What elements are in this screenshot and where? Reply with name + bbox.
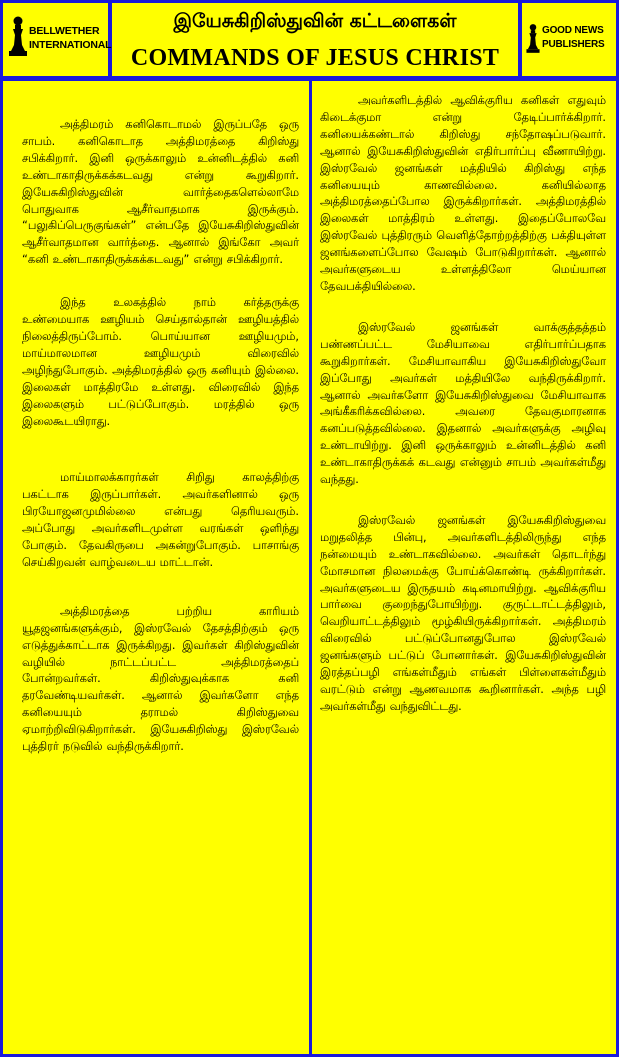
page-title-english: COMMANDS OF JESUS CHRIST: [130, 45, 500, 71]
right-column: [312, 81, 616, 1054]
paragraph: அத்திமரம் கனிகொடாமல் இருப்பதே ஒரு சாபம். கனிகொடாத அத்திமரத்தை கிறிஸ்து சபிக்கிறார். இனி ஒருக்காலும் உன்னிடத்தில் கனி உண்டாகாதிருக்கக்கடவது என்று கூறுகிறார். இயேசுகிறிஸ்துவின் வார்த்தைகளெல்லாமே பொதுவாக ஆசீர்வாதமாக இருக்கும். “பலுகிப்பெருகுங்கள்” என்பதே இயேசுகிறிஸ்துவின் ஆசீர்வாதமான வார்த்தை. ஆனால் இங்கோ அவர் “கனி உண்டாகாதிருக்கக்கடவது” என்று சபிக்கிறார்.: [22, 118, 299, 267]
bellwether-logo: [3, 3, 112, 76]
paragraph: இந்த உலகத்தில் நாம் கர்த்தருக்கு உண்மையாக ஊழியம் செய்தால்தான் ஊழியத்தில் நிலைத்திருப்போம். பொய்யான ஊழியமும், மாய்மாலமான ஊழியமும் விரைவில் அழிந்துபோகும். அத்திமரத்தில் ஒரு கனியும் இல்லை. இலைகள் மாத்திரமே உள்ளது. விரைவில் இந்த இலைகளும் பட்டுப்போகும். மரத்தில் ஒரு இலைகூடயிராது.: [22, 296, 299, 428]
page-title-tamil: இயேசுகிறிஸ்துவின் கட்டளைகள்: [173, 10, 457, 32]
paragraph: இஸ்ரவேல் ஜனங்கள் வாக்குத்தத்தம் பண்ணப்பட்ட மேசியாவை எதிர்பார்ப்பதாக கூறுகிறார்கள். மேசியாவாகிய இயேசுகிறிஸ்துவோ இப்போது அவர்கள் மத்தியிலே வந்திருக்கிறார். ஆனால் அவர்களோ இயேசுகிறிஸ்துவை மேசியாவாக அங்கீகரிக்கவில்லை. அவரை தேவகுமாரனாக கனப்படுத்தவில்லை. இதனால் அவர்களுக்கு அழிவு உண்டாயிற்று. இனி ஒருக்காலும் உன்னிடத்தில் கனி உண்டாகாதிருக்கக் கடவது என்னும் சாபம் அவர்கள்மீது வந்தது.: [320, 320, 606, 487]
chess-pawn-icon: [525, 17, 541, 61]
good-news-logo-text: GOOD NEWS PUBLISHERS: [542, 25, 605, 50]
left-column: [3, 81, 309, 1054]
title-banner: [112, 3, 518, 76]
good-news-logo: [522, 3, 616, 76]
chess-pawn-icon: [7, 15, 29, 59]
paragraph: இஸ்ரவேல் ஜனங்கள் இயேசுகிறிஸ்துவை மறுதலித்த பின்பு, அவர்களிடத்திலிருந்து எந்த நன்மையும் உண்டாகவில்லை. அவர்கள் தொடர்ந்து மோசமான நிலமைக்கு போய்க்கொண்டி ருக்கிறார்கள். அவர்களுடைய இருதயம் கடினமாயிற்று. ஆவிக்குரிய பார்வை குறைந்துபோயிற்று. குருட்டாட்டத்திலும், வெறியாட்டத்திலும் மூழ்கியிருக்கிறார்கள். அத்திமரம் விரைவில் பட்டுப்போனதுபோல இஸ்ரவேல் ஜனங்களும் பட்டுப் போனார்கள். இயேசுகிறிஸ்துவின் இரத்தப்பழி எங்கள்மீதும் எங்கள் பிள்ளைகள்மீதும் வரட்டும் என்று ஆணவமாக கூறினார்கள். அந்த பழி அவர்கள்மீது வந்துவிட்டது.: [320, 513, 606, 713]
paragraph: அவர்களிடத்தில் ஆவிக்குரிய கனிகள் எதுவும் கிடைக்குமா என்று தேடிப்பார்க்கிறார். கனியைக்கண்டால் கிறிஸ்து சந்தோஷப்படுவார். ஆனால் இயேசுகிறிஸ்துவின் எதிர்பார்ப்பு வீணாயிற்று. இஸ்ரவேல் ஜனங்கள் மத்தியில் கிறிஸ்து எந்த கனியையும் காணவில்லை. கனியில்லாத அத்திமரத்தைப்போல இருக்கிறார்கள். அத்திமரத்தில் இலைகள் மாத்திரம் உள்ளது. இதைப்போலவே இஸ்ரவேல் புத்திரரும் வெளித்தோற்றத்திற்கு பக்தியுள்ள ஜனங்களைப்போல வேஷம் போடுகிறார்கள். ஆனால் அவர்களுடைய உள்ளத்திலோ மெய்யான தேவபக்தியில்லை.: [320, 94, 606, 293]
paragraph: மாய்மாலக்காரர்கள் சிறிது காலத்திற்கு பகட்டாக இருப்பார்கள். அவர்களினால் ஒரு பிரயோஜனமுமில்லை என்பது தெரியவரும். அப்போது அவர்களிடமுள்ள வரங்கள் ஒளிந்து போகும். தேவகிருபை அகன்றுபோகும். பாசாங்கு செய்கிறவன் வாழ்வடைய மாட்டான்.: [22, 471, 299, 569]
bellwether-logo-text: BELLWETHER INTERNATIONAL: [29, 25, 112, 51]
paragraph: அத்திமரத்தை பற்றிய காரியம் யூதஜனங்களுக்கும், இஸ்ரவேல் தேசத்திற்கும் ஒரு எடுத்துக்காட்டாக இருக்கிறது. இவர்கள் கிறிஸ்துவின் வழியில் நாட்டப்பட்ட அத்திமரத்தைப் போன்றவர்கள். கிறிஸ்துவுக்காக கனி தரவேண்டியவர்கள். ஆனால் இவர்களோ எந்த கனியையும் தராமல் கிறிஸ்துவை ஏமாற்றிவிடுகிறார்கள். இயேசுகிறிஸ்து இஸ்ரவேல் புத்திரர் நடுவில் வந்திருக்கிறார்.: [22, 604, 299, 754]
header: [0, 0, 619, 79]
